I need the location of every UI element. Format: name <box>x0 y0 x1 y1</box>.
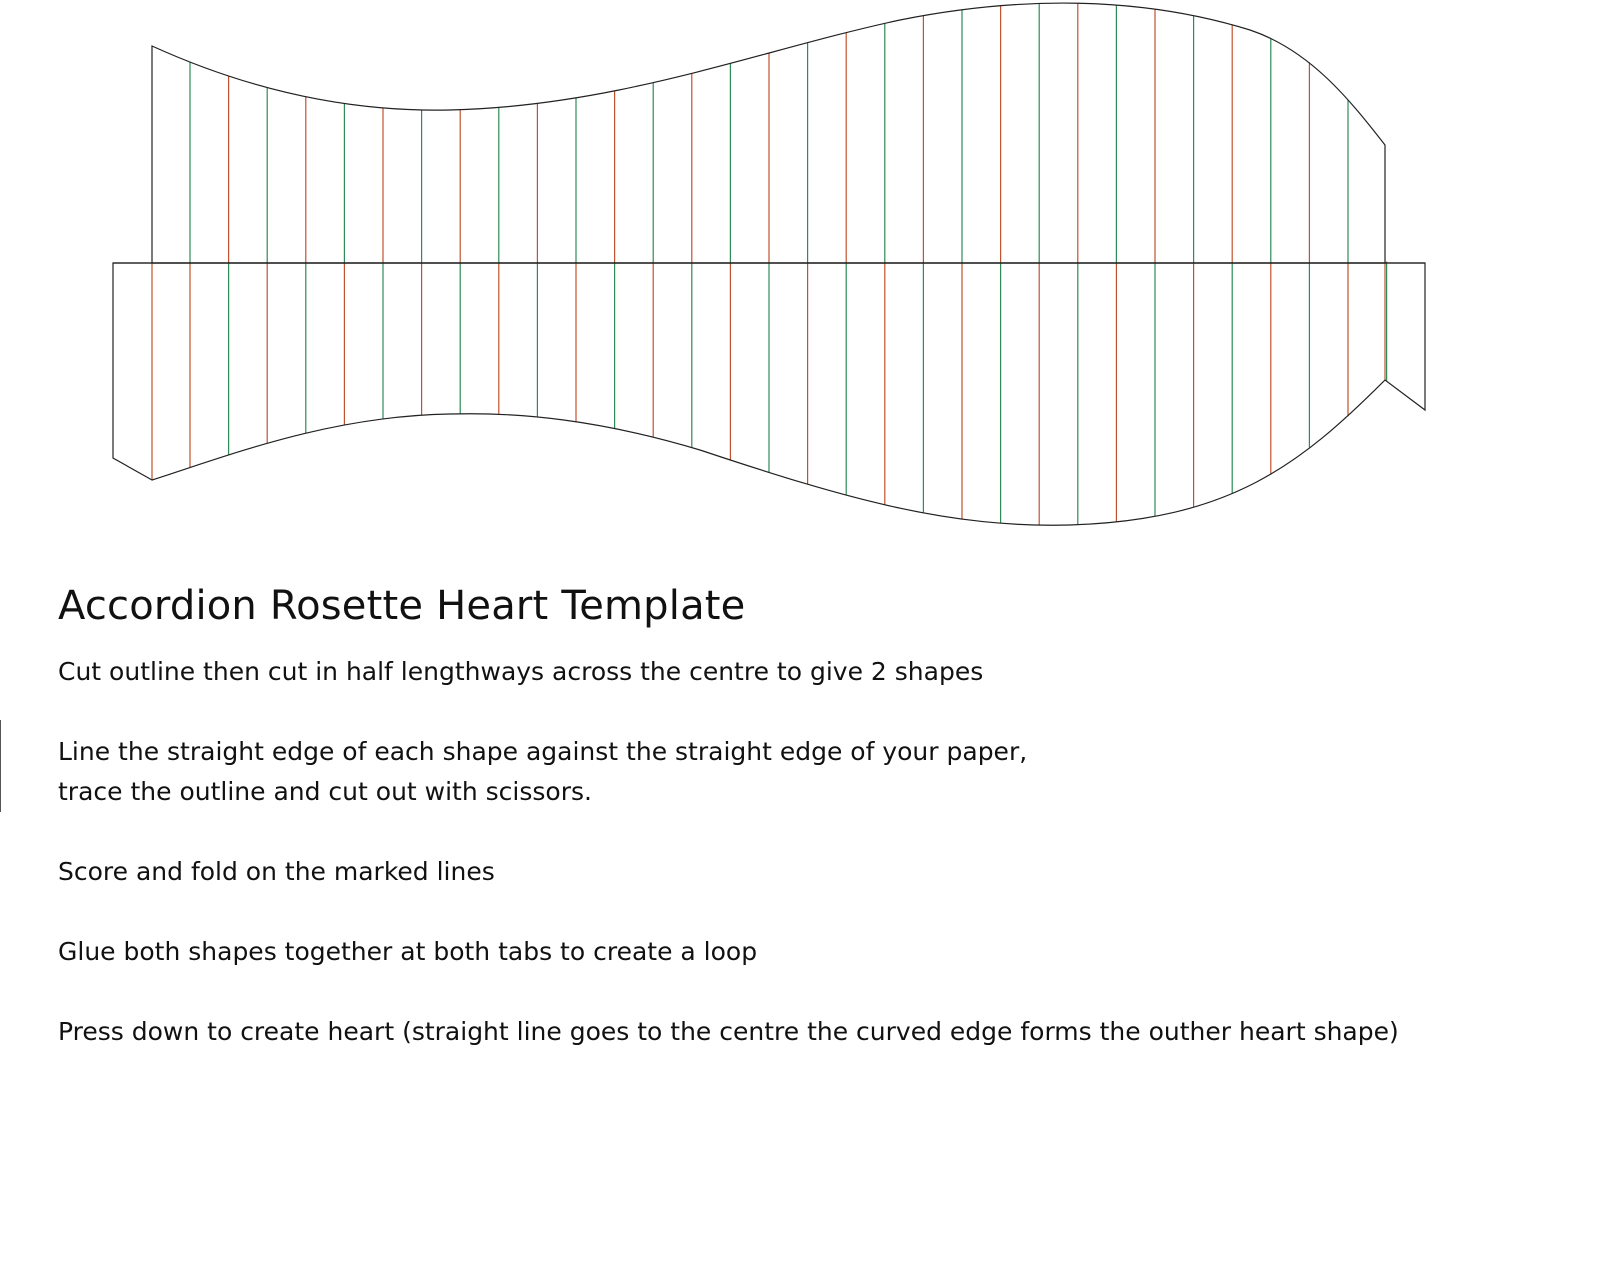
instruction-step-5: Press down to create heart (straight line goes to the centre the curved edge forms the outher heart shape) <box>58 1017 1399 1046</box>
page-title: Accordion Rosette Heart Template <box>58 583 746 629</box>
instructions <box>58 582 1558 1092</box>
instruction-step-2: Line the straight edge of each shape against the straight edge of your paper, trace the outline and cut out with scissors. <box>58 737 1028 806</box>
fold-lines <box>152 3 1387 525</box>
instruction-step-3: Score and fold on the marked lines <box>58 857 495 886</box>
margin-mark <box>0 720 1 812</box>
instruction-step-4: Glue both shapes together at both tabs to create a loop <box>58 937 758 966</box>
instruction-step-1: Cut outline then cut in half lengthways across the centre to give 2 shapes <box>58 657 984 686</box>
rosette-heart-template <box>0 0 1600 560</box>
